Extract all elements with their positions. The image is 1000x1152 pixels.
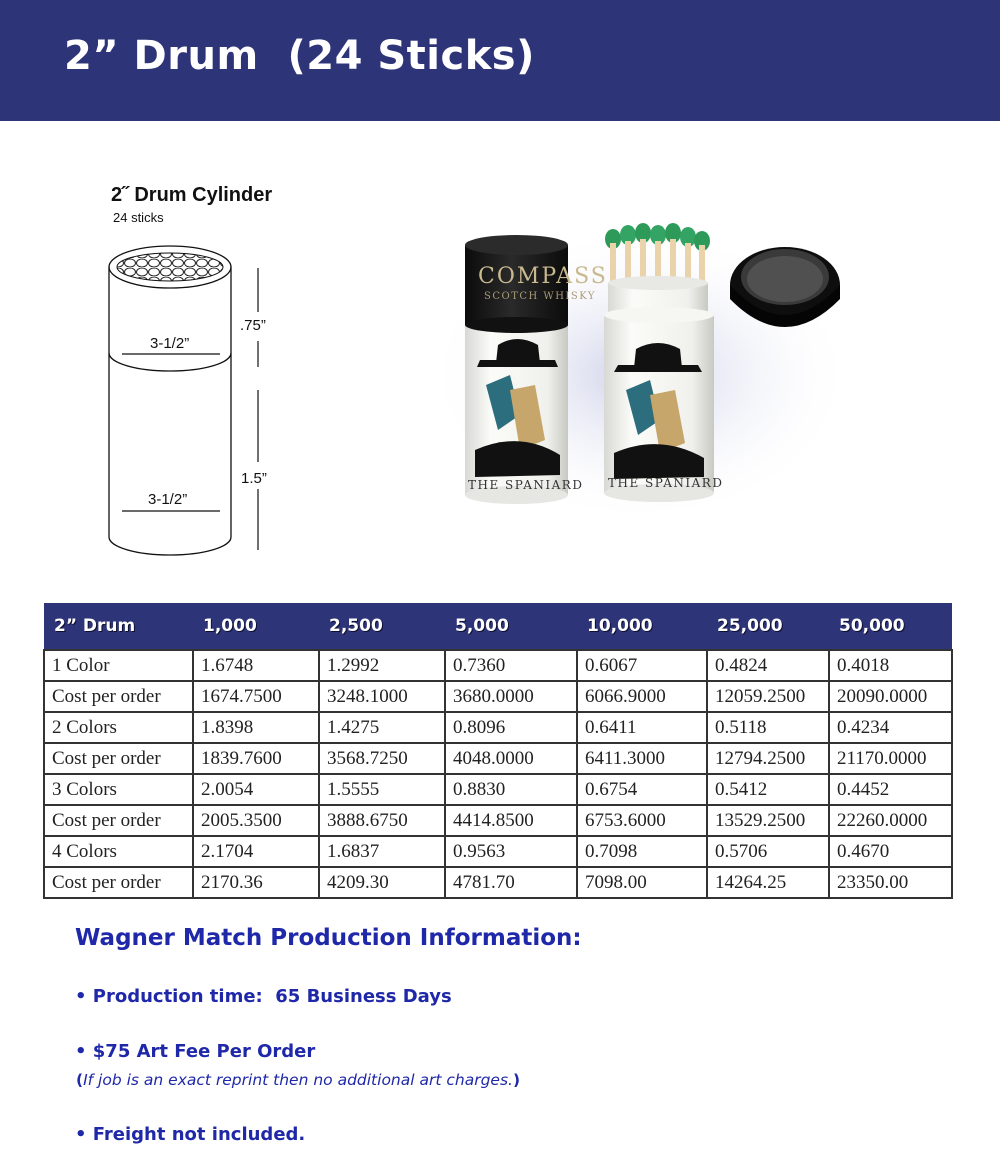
table-header-cell: 25,000: [707, 603, 829, 650]
table-cell: 1.6748: [193, 650, 319, 681]
table-cell: 12794.2500: [707, 743, 829, 774]
freight-bullet: • Freight not included.: [75, 1124, 306, 1145]
table-cell: 0.4452: [829, 774, 952, 805]
table-cell: 0.5118: [707, 712, 829, 743]
table-cell: 1.5555: [319, 774, 445, 805]
table-row: [44, 712, 952, 743]
table-cell: 0.4670: [829, 836, 952, 867]
table-header-cell: 1,000: [193, 603, 319, 650]
table-cell: 1674.7500: [193, 681, 319, 712]
table-cell: 2170.36: [193, 867, 319, 898]
left-label-text: THE SPANIARD: [468, 478, 584, 492]
art-fee-bullet: • $75 Art Fee Per Order: [75, 1041, 316, 1062]
production-time-bullet: • Production time: 65 Business Days: [75, 986, 452, 1007]
table-cell: 4 Colors: [44, 836, 193, 867]
table-cell: 6066.9000: [577, 681, 707, 712]
table-row: [44, 836, 952, 867]
table-cell: 6753.6000: [577, 805, 707, 836]
table-cell: 2.1704: [193, 836, 319, 867]
table-header-cell: 10,000: [577, 603, 707, 650]
diagram-title: 2˝ Drum Cylinder: [111, 184, 273, 206]
table-header-cell: 50,000: [829, 603, 952, 650]
table-cell: 1.6837: [319, 836, 445, 867]
table-cell: 4781.70: [445, 867, 577, 898]
table-cell: 13529.2500: [707, 805, 829, 836]
table-row: [44, 743, 952, 774]
table-cell: 23350.00: [829, 867, 952, 898]
table-cell: 3888.6750: [319, 805, 445, 836]
table-header-cell: 2,500: [319, 603, 445, 650]
table-cell: 2.0054: [193, 774, 319, 805]
table-cell: Cost per order: [44, 867, 193, 898]
cylinder-outline: [109, 246, 231, 555]
table-cell: 12059.2500: [707, 681, 829, 712]
table-cell: 21170.0000: [829, 743, 952, 774]
table-cell: Cost per order: [44, 743, 193, 774]
table-cell: 7098.00: [577, 867, 707, 898]
table-cell: 0.8096: [445, 712, 577, 743]
table-cell: 0.6411: [577, 712, 707, 743]
cylinder-diagram: [100, 240, 300, 560]
table-cell: 3248.1000: [319, 681, 445, 712]
table-cell: 0.5412: [707, 774, 829, 805]
table-cell: 0.4824: [707, 650, 829, 681]
table-row: [44, 867, 952, 898]
table-row: [44, 681, 952, 712]
table-cell: 0.5706: [707, 836, 829, 867]
left-tagline-text: SCOTCH WHISKY: [484, 291, 597, 302]
table-cell: 2005.3500: [193, 805, 319, 836]
table-cell: 14264.25: [707, 867, 829, 898]
page-header: [0, 0, 1000, 121]
table-cell: 1 Color: [44, 650, 193, 681]
table-cell: 3 Colors: [44, 774, 193, 805]
table-cell: 1.2992: [319, 650, 445, 681]
table-row: [44, 650, 952, 681]
match-heads-icon: [117, 253, 223, 281]
table-cell: 22260.0000: [829, 805, 952, 836]
table-cell: 0.7098: [577, 836, 707, 867]
table-cell: 4414.8500: [445, 805, 577, 836]
table-cell: 1839.7600: [193, 743, 319, 774]
top-width-label: 3-1/2”: [150, 335, 190, 352]
page-title: 2” Drum (24 Sticks): [64, 33, 535, 79]
art-fee-note: [76, 1071, 520, 1089]
table-cell: 4209.30: [319, 867, 445, 898]
table-cell: 0.4234: [829, 712, 952, 743]
table-cell: 4048.0000: [445, 743, 577, 774]
table-cell: 1.8398: [193, 712, 319, 743]
product-photo: [440, 215, 860, 525]
diagram-subtitle: 24 sticks: [113, 210, 164, 225]
table-cell: 1.4275: [319, 712, 445, 743]
top-height-label: .75”: [240, 317, 266, 334]
table-cell: 0.9563: [445, 836, 577, 867]
left-brand-text: COMPASS: [478, 264, 608, 289]
note-close-paren: ): [512, 1071, 521, 1089]
bottom-width-label: 3-1/2”: [148, 491, 188, 508]
table-cell: 6411.3000: [577, 743, 707, 774]
note-open-paren: (: [76, 1071, 84, 1089]
table-cell: 0.4018: [829, 650, 952, 681]
table-header-cell: 5,000: [445, 603, 577, 650]
table-cell: Cost per order: [44, 805, 193, 836]
table-cell: 0.6754: [577, 774, 707, 805]
table-header-cell: 2” Drum: [44, 603, 193, 650]
table-cell: 2 Colors: [44, 712, 193, 743]
table-cell: 0.6067: [577, 650, 707, 681]
production-info-heading: Wagner Match Production Information:: [75, 925, 582, 951]
table-cell: 3680.0000: [445, 681, 577, 712]
table-cell: 0.7360: [445, 650, 577, 681]
table-row: [44, 805, 952, 836]
art-fee-note-text: If job is an exact reprint then no additional art charges.: [83, 1071, 513, 1089]
table-header-row: [44, 603, 952, 650]
table-cell: Cost per order: [44, 681, 193, 712]
table-cell: 20090.0000: [829, 681, 952, 712]
price-table: [43, 603, 953, 899]
right-label-text: THE SPANIARD: [608, 476, 724, 490]
bottom-height-label: 1.5”: [241, 470, 267, 487]
table-cell: 0.8830: [445, 774, 577, 805]
table-cell: 3568.7250: [319, 743, 445, 774]
table-row: [44, 774, 952, 805]
